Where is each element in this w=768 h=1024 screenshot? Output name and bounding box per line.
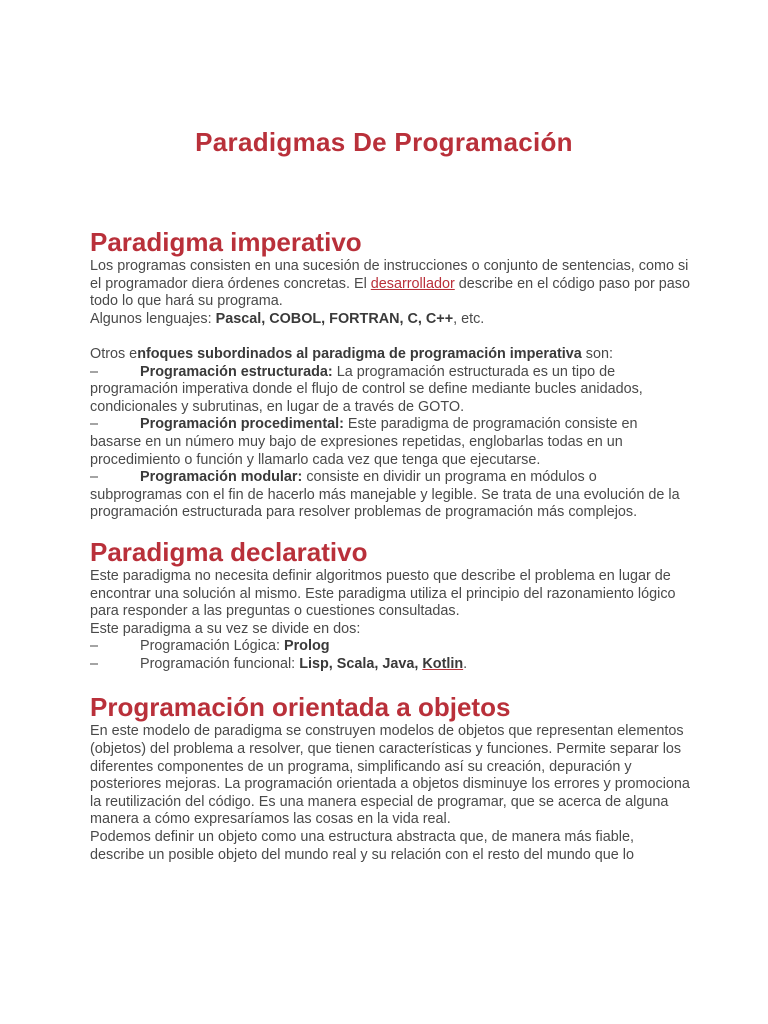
- imperativo-languages: [90, 311, 690, 329]
- heading-imperativo: Paradigma imperativo: [90, 227, 362, 257]
- procedimental-text: Este paradigma de programación consiste en basarse en un número muy bajo de expresiones repetidas, englobarlas todas en un procedimiento o función y llamarlo cada vez que tenga que ejecutarse.: [90, 416, 638, 468]
- funcional-value: Lisp, Scala, Java,: [299, 655, 423, 672]
- otros-text-a: Otros e: [90, 345, 138, 362]
- list-item-estructurada: [90, 364, 690, 417]
- languages-label: Algunos lenguajes:: [90, 310, 216, 327]
- declarativo-division: Este paradigma a su vez se divide en dos:: [90, 620, 361, 637]
- dash-bullet: –: [90, 655, 99, 672]
- funcional-end: .: [463, 655, 468, 672]
- dash-bullet: –: [90, 638, 99, 655]
- modular-title: Programación modular:: [140, 469, 303, 486]
- declarativo-intro: Este paradigma no necesita definir algoritmos puesto que describe el problema en lugar de encontrar una solución al mismo. Este paradigma utiliza el principio del razonamiento lógico para responder a las preguntas o cuestiones consultadas.: [90, 567, 676, 620]
- funcional-label: Programación funcional:: [140, 655, 300, 672]
- languages-list: Pascal, COBOL, FORTRAN, C, C++: [215, 310, 454, 327]
- imperativo-intro: [90, 258, 690, 311]
- logica-value: Prolog: [283, 638, 330, 655]
- list-item-logica: [90, 638, 690, 656]
- otros-text-c: son:: [581, 345, 613, 362]
- modular-text: consiste en dividir un programa en módulos o subprogramas con el fin de hacerlo más manejable y legible. Se trata de una evolución de la programación estructurada para resolver problemas de programación más complejos.: [90, 469, 680, 521]
- kotlin-link-text[interactable]: Kotlin: [422, 655, 464, 672]
- list-item-modular: [90, 469, 690, 522]
- otros-enfoques: [90, 346, 690, 364]
- list-item-procedimental: [90, 416, 690, 469]
- heading-declarativo: Paradigma declarativo: [90, 536, 368, 567]
- dash-bullet: –: [90, 469, 99, 486]
- otros-text-bold: nfoques subordinados al paradigma de programación imperativa: [137, 345, 582, 362]
- poo-paragraph-1: En este modelo de paradigma se construyen modelos de objetos que representan elementos (objetos) del problema a resolver, que tienen características y funciones. Permite separar los diferentes componentes de un programa, simplificando así su creación, depuración y posteriores mejoras. La programación orientada a objetos disminuye los errores y promociona la reutilización del código. Es una manera especial de programar, que se acerca de alguna manera a cómo expresaríamos las cosas en la vida real.: [90, 723, 690, 828]
- kotlin-link[interactable]: [422, 656, 463, 672]
- imperativo-intro-text-a: Los programas consisten en una sucesión de instrucciones o conjunto de sentencias, como si el programador diera órdenes concretas. El: [90, 258, 689, 292]
- desarrollador-link[interactable]: desarrollador: [370, 275, 455, 292]
- document-title: Paradigmas De Programación: [195, 127, 573, 157]
- procedimental-title: Programación procedimental:: [140, 416, 344, 433]
- estructurada-text: La programación estructurada es un tipo de programación imperativa donde el flujo de control se define mediante bucles anidados, condicionales y subrutinas, en lugar de a través de GOTO.: [90, 363, 643, 415]
- languages-end: , etc.: [453, 310, 485, 327]
- list-item-funcional: [90, 656, 690, 674]
- logica-label: Programación Lógica:: [140, 638, 284, 655]
- heading-poo: Programación orientada a objetos: [90, 692, 511, 723]
- imperativo-intro-text-b: describe en el código paso por paso todo lo que hará su programa.: [90, 275, 690, 310]
- poo-paragraph-2: Podemos definir un objeto como una estructura abstracta que, de manera más fiable, describe un posible objeto del mundo real y su relación con el resto del mundo que lo: [90, 829, 634, 863]
- document-body: [90, 226, 690, 864]
- estructurada-title: Programación estructurada:: [140, 363, 333, 380]
- dash-bullet: –: [90, 363, 99, 380]
- dash-bullet: –: [90, 416, 99, 433]
